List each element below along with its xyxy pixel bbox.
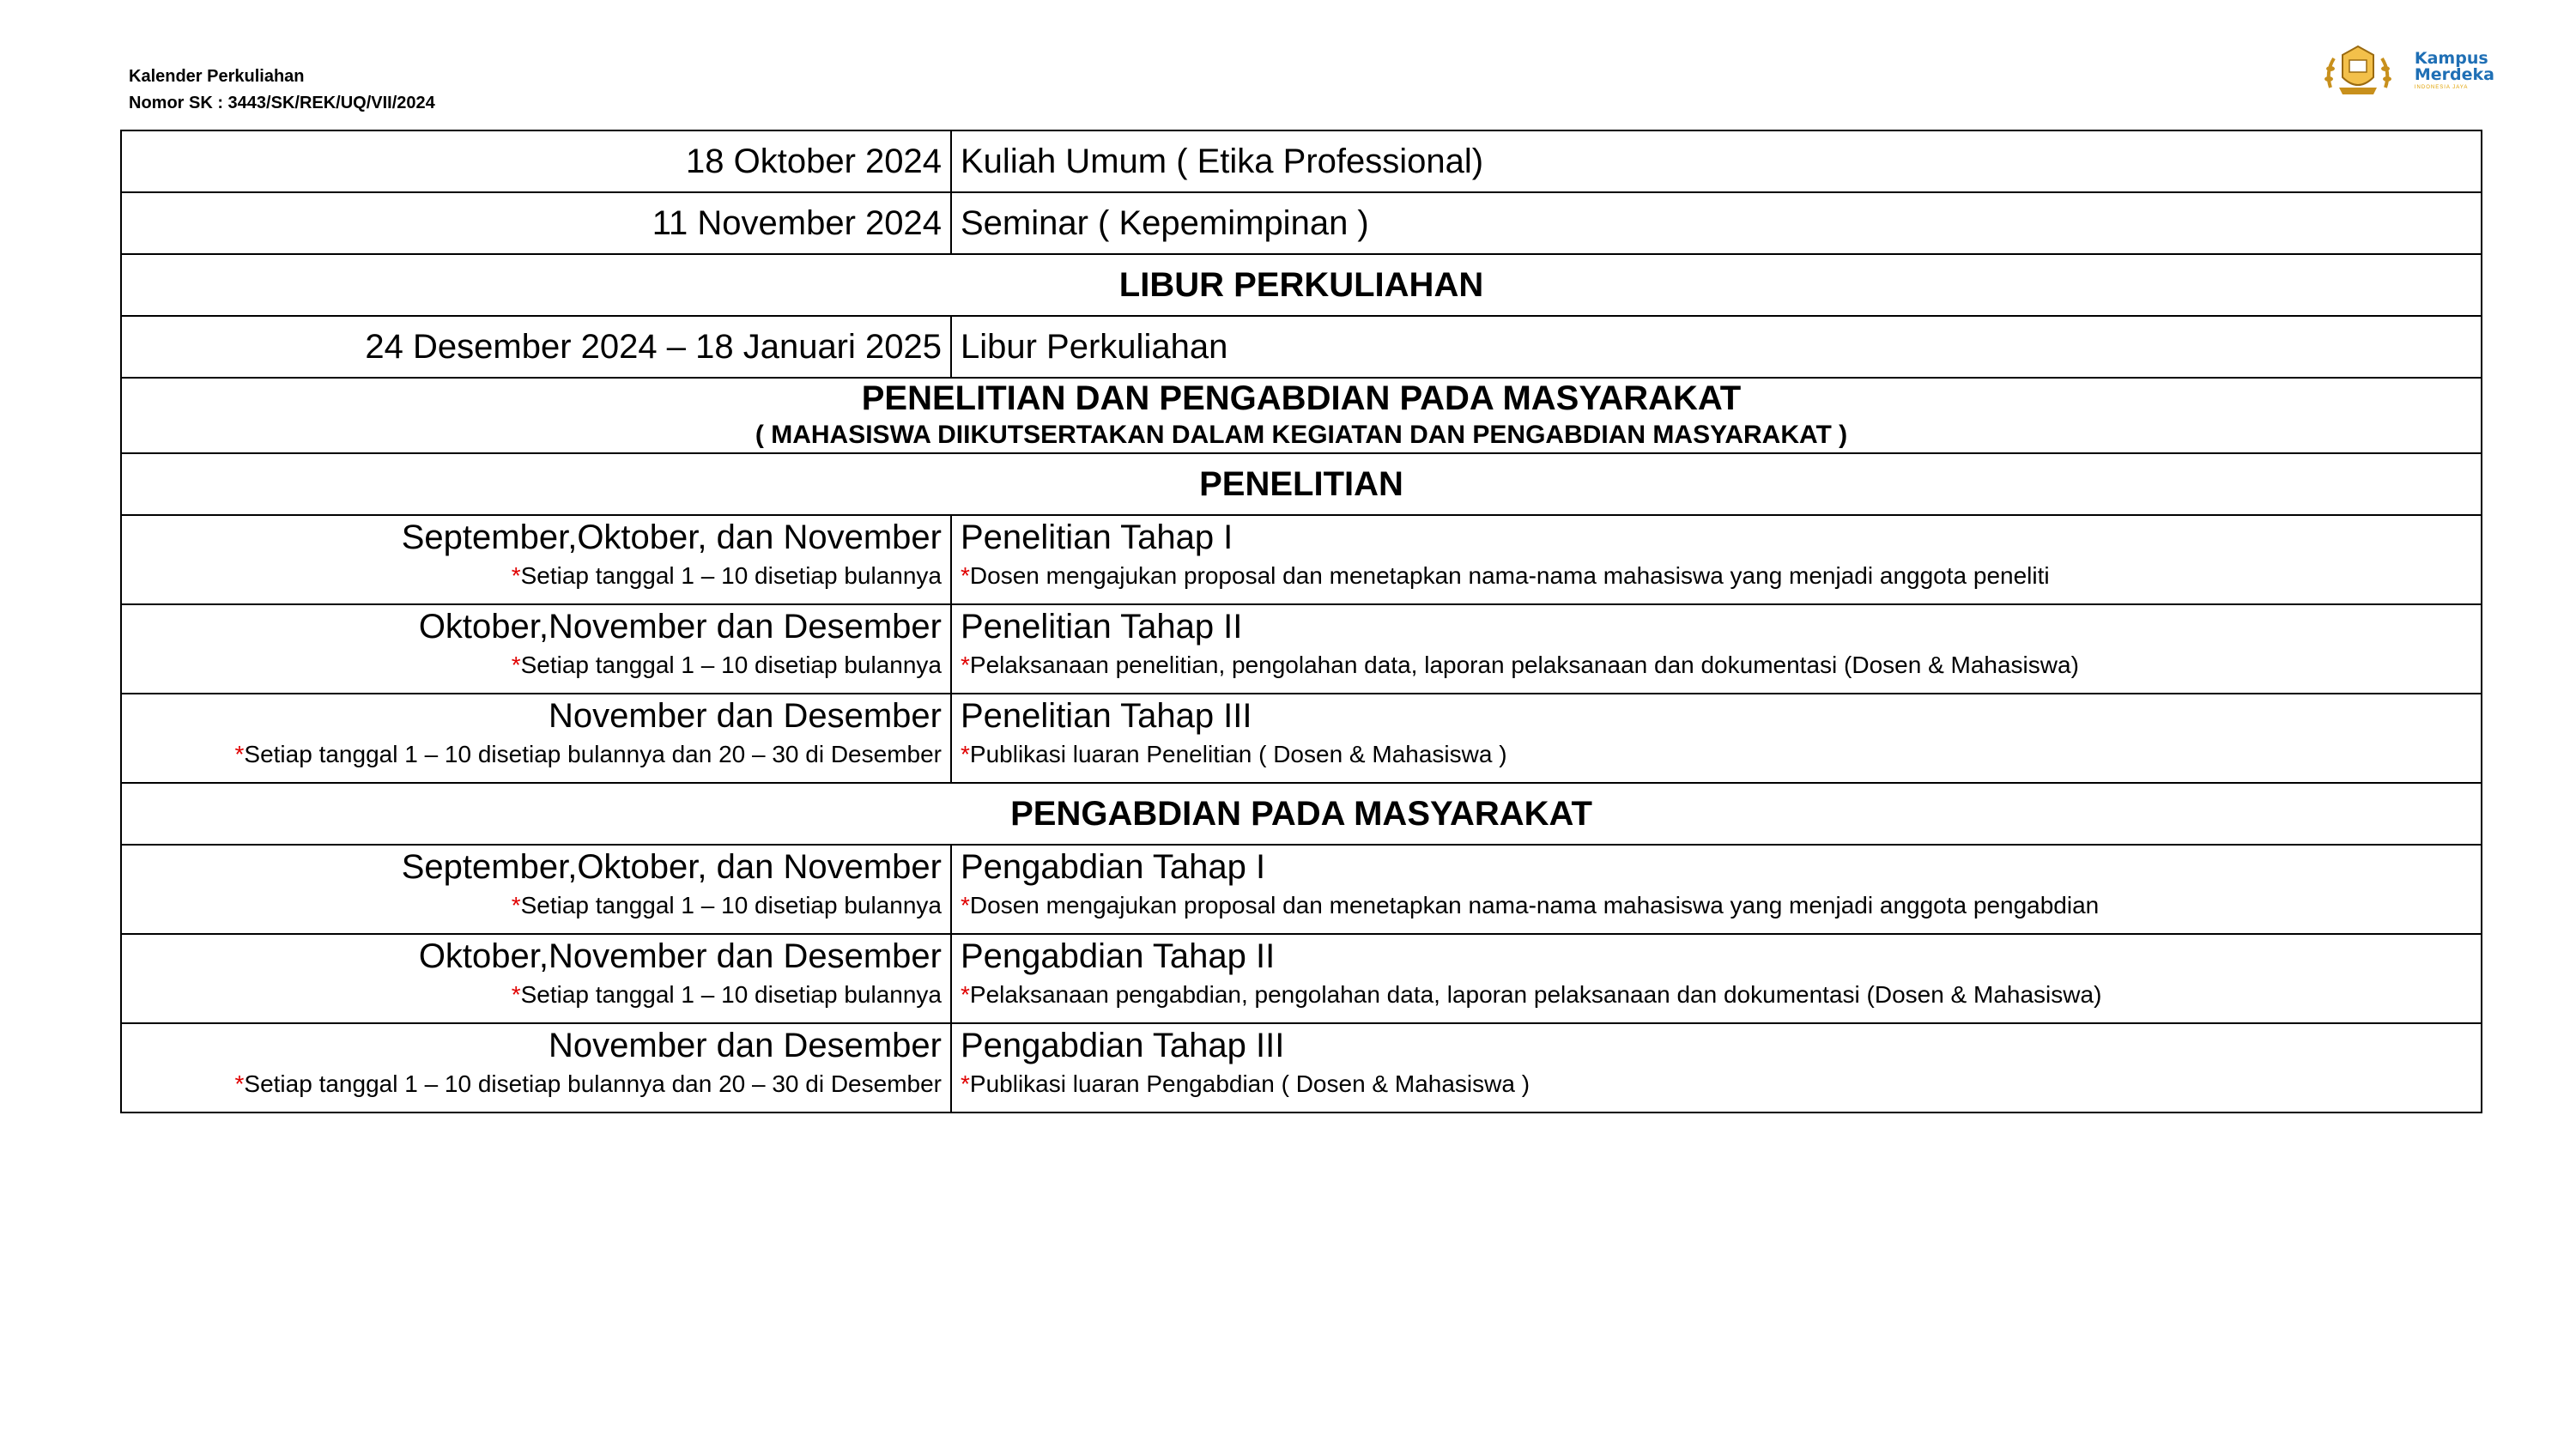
section-row-penelitian — [121, 453, 2482, 515]
asterisk-icon: * — [511, 652, 521, 678]
event-cell: Kuliah Umum ( Etika Professional) — [951, 130, 2482, 192]
section-row-ppm — [121, 378, 2482, 453]
academic-calendar-table — [120, 130, 2482, 1113]
asterisk-icon: * — [234, 741, 245, 767]
period-cell: Oktober,November dan Desember *Setiap tanggal 1 – 10 disetiap bulannya — [121, 604, 951, 694]
table-row — [121, 845, 2482, 934]
table-row — [121, 694, 2482, 783]
stage-cell: Penelitian Tahap I *Dosen mengajukan proposal dan menetapkan nama-nama mahasiswa yang menjadi anggota peneliti — [951, 515, 2482, 604]
asterisk-icon: * — [961, 1070, 970, 1097]
table-row — [121, 1023, 2482, 1113]
stage-cell: Penelitian Tahap III *Publikasi luaran Penelitian ( Dosen & Mahasiswa ) — [951, 694, 2482, 783]
section-heading — [121, 378, 2482, 453]
section-heading: LIBUR PERKULIAHAN — [121, 254, 2482, 316]
section-title: PENELITIAN DAN PENGABDIAN PADA MASYARAKAT — [861, 379, 1742, 417]
asterisk-icon: * — [961, 652, 970, 678]
university-crest-icon — [2322, 43, 2394, 98]
period-cell: Oktober,November dan Desember *Setiap tanggal 1 – 10 disetiap bulannya — [121, 934, 951, 1023]
section-row-pengabdian — [121, 783, 2482, 845]
document-header — [129, 64, 435, 117]
table-row — [121, 934, 2482, 1023]
asterisk-icon: * — [961, 562, 970, 589]
event-cell: Libur Perkuliahan — [951, 316, 2482, 378]
kampus-merdeka-logo: Kampus Merdeka INDONESIA JAYA — [2414, 49, 2494, 90]
section-heading: PENELITIAN — [121, 453, 2482, 515]
event-cell: Seminar ( Kepemimpinan ) — [951, 192, 2482, 254]
table-row — [121, 515, 2482, 604]
asterisk-icon: * — [961, 892, 970, 919]
asterisk-icon: * — [234, 1070, 245, 1097]
date-cell: 24 Desember 2024 – 18 Januari 2025 — [121, 316, 951, 378]
logo-area — [2322, 43, 2494, 98]
stage-cell: Pengabdian Tahap I *Dosen mengajukan proposal dan menetapkan nama-nama mahasiswa yang menjadi anggota pengabdian — [951, 845, 2482, 934]
period-cell: November dan Desember *Setiap tanggal 1 – 10 disetiap bulannya dan 20 – 30 di Desember — [121, 694, 951, 783]
asterisk-icon: * — [961, 981, 970, 1008]
table-row — [121, 130, 2482, 192]
stage-cell: Pengabdian Tahap III *Publikasi luaran Pengabdian ( Dosen & Mahasiswa ) — [951, 1023, 2482, 1113]
asterisk-icon: * — [511, 892, 521, 919]
sk-number: Nomor SK : 3443/SK/REK/UQ/VII/2024 — [129, 94, 435, 112]
date-cell: 18 Oktober 2024 — [121, 130, 951, 192]
section-row-libur — [121, 254, 2482, 316]
document-title: Kalender Perkuliahan — [129, 67, 305, 86]
table-row — [121, 192, 2482, 254]
asterisk-icon: * — [961, 741, 970, 767]
stage-cell: Penelitian Tahap II *Pelaksanaan penelitian, pengolahan data, laporan pelaksanaan dan dokumentasi (Dosen & Mahasiswa) — [951, 604, 2482, 694]
section-subtitle: ( MAHASISWA DIIKUTSERTAKAN DALAM KEGIATAN DAN PENGABDIAN MASYARAKAT ) — [755, 421, 1848, 449]
asterisk-icon: * — [511, 562, 521, 589]
date-cell: 11 November 2024 — [121, 192, 951, 254]
stage-cell: Pengabdian Tahap II *Pelaksanaan pengabdian, pengolahan data, laporan pelaksanaan dan dokumentasi (Dosen & Mahasiswa) — [951, 934, 2482, 1023]
period-cell: September,Oktober, dan November *Setiap tanggal 1 – 10 disetiap bulannya — [121, 515, 951, 604]
period-cell: November dan Desember *Setiap tanggal 1 – 10 disetiap bulannya dan 20 – 30 di Desember — [121, 1023, 951, 1113]
period-cell: September,Oktober, dan November *Setiap tanggal 1 – 10 disetiap bulannya — [121, 845, 951, 934]
table-row — [121, 316, 2482, 378]
table-row — [121, 604, 2482, 694]
section-heading: PENGABDIAN PADA MASYARAKAT — [121, 783, 2482, 845]
asterisk-icon: * — [511, 981, 521, 1008]
